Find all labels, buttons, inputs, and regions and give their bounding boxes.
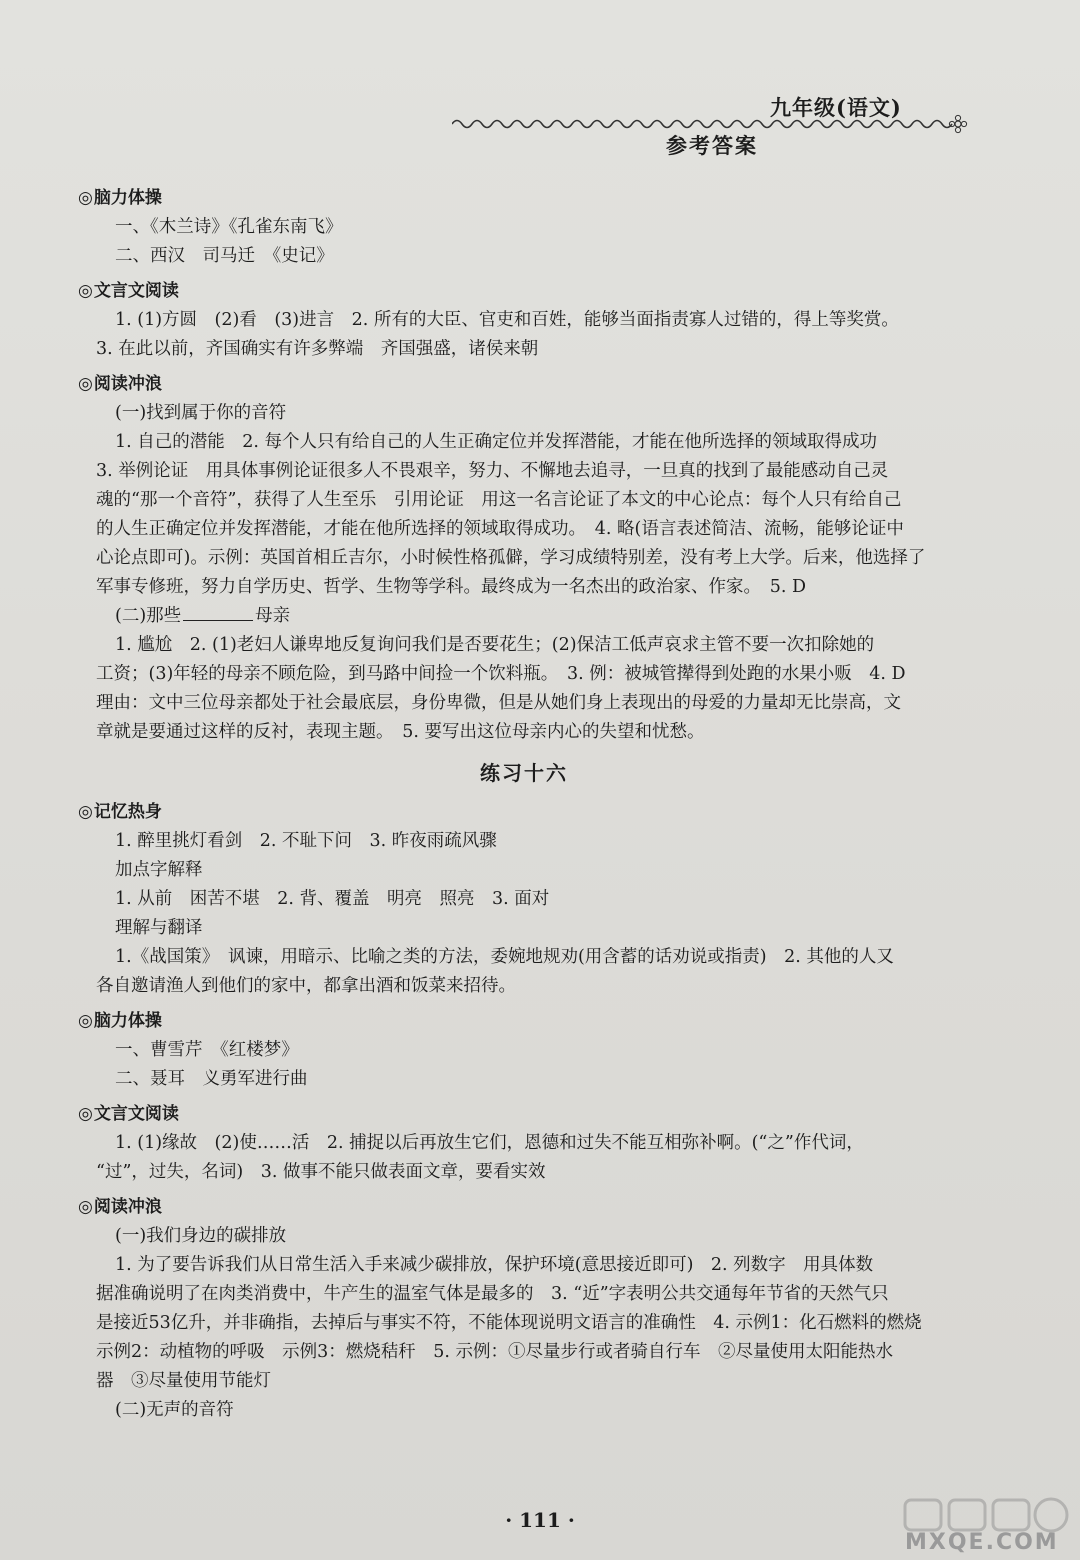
- answer-continuation-line: 理由：文中三位母亲都处于社会最底层，身份卑微，但是从她们身上表现出的母爱的力量却无比崇高，文: [96, 693, 901, 713]
- answer-continuation-line: 示例2：动植物的呼吸 示例3：燃烧秸秆 5. 示例：①尽量步行或者骑自行车 ②尽量使用太阳能热水: [96, 1342, 894, 1362]
- answer-line: 1.《战国策》 讽谏，用暗示、比喻之类的方法，委婉地规劝(用含蓄的话劝说或指责) 2. 其他的人又: [115, 947, 894, 967]
- section-heading: ◎ 脑力体操: [78, 184, 970, 213]
- answer-continuation-line: 是接近53亿升，并非确指，去掉后与事实不符，不能体现说明文语言的准确性 4. 示例1：化石燃料的燃烧: [96, 1313, 922, 1333]
- subsection-heading-prefix: (二)那些: [115, 606, 182, 626]
- subsection-heading: [78, 602, 970, 631]
- answer-content: [78, 178, 970, 1425]
- page-number: · 111 ·: [505, 1508, 575, 1532]
- subsection-heading-suffix: 母亲: [255, 606, 291, 626]
- answer-line: 1. 尴尬 2. (1)老妇人谦卑地反复询问我们是否要花生；(2)保洁工低声哀求主管不要一次扣除她的: [115, 635, 875, 655]
- answer-line: (一)找到属于你的音符: [115, 403, 287, 423]
- section-heading: ◎ 阅读冲浪: [78, 1193, 970, 1222]
- answer-continuation-line: 器 ③尽量使用节能灯: [96, 1371, 271, 1391]
- answer-line: (一)我们身边的碳排放: [115, 1226, 287, 1246]
- answer-line: 加点字解释: [115, 860, 203, 880]
- answer-line: 二、西汉 司马迁 《史记》: [115, 246, 334, 266]
- answer-continuation-line: 心论点即可)。示例：英国首相丘吉尔，小时候性格孤僻，学习成绩特别差，没有考上大学。后来，他选择了: [96, 548, 926, 568]
- answer-line: 1. 从前 困苦不堪 2. 背、覆盖 明亮 照亮 3. 面对: [115, 889, 550, 909]
- answer-continuation-line: 据准确说明了在肉类消费中，牛产生的温室气体是最多的 3. “近”字表明公共交通每年节省的天然气只: [96, 1284, 889, 1304]
- answer-continuation-line: 的人生正确定位并发挥潜能，才能在他所选择的领域取得成功。 4. 略(语言表述简洁、流畅，能够论证中: [96, 519, 904, 539]
- answer-line: 1. 为了要告诉我们从日常生活入手来减少碳排放，保护环境(意思接近即可) 2. 列数字 用具体数: [115, 1255, 874, 1275]
- answer-continuation-line: 军事专修班，努力自学历史、哲学、生物等学科。最终成为一名杰出的政治家、作家。 5. D: [96, 577, 807, 597]
- section-heading: ◎ 文言文阅读: [78, 1100, 970, 1129]
- answer-line: 二、聂耳 义勇军进行曲: [115, 1069, 308, 1089]
- answer-line: 1. (1)方圆 (2)看 (3)进言 2. 所有的大臣、官吏和百姓，能够当面指责寡人过错的，得上等奖赏。: [115, 310, 899, 330]
- answer-line: 1. (1)缘故 (2)使……活 2. 捕捉以后再放生它们，恩德和过失不能互相弥补啊。(“之”作代词，: [115, 1133, 864, 1153]
- fill-blank-line: [183, 603, 253, 622]
- section-heading: ◎ 文言文阅读: [78, 277, 970, 306]
- answer-line: 一、曹雪芹 《红楼梦》: [115, 1040, 299, 1060]
- answer-line: 一、《木兰诗》《孔雀东南飞》: [115, 217, 343, 237]
- answer-continuation-line: 工资；(3)年轻的母亲不顾危险，到马路中间捡一个饮料瓶。 3. 例：被城管撵得到处跑的水果小贩 4. D: [96, 664, 906, 684]
- answer-line: 1. 自己的潜能 2. 每个人只有给自己的人生正确定位并发挥潜能，才能在他所选择的领域取得成功: [115, 432, 878, 452]
- header-grade: 九年级(语文): [770, 95, 902, 120]
- answer-continuation-line: 3. 在此以前，齐国确实有许多弊端 齐国强盛，诸侯来朝: [96, 339, 539, 359]
- section-heading: ◎ 阅读冲浪: [78, 370, 970, 399]
- section-heading: ◎ 记忆热身: [78, 798, 970, 827]
- exercise-title: 练习十六: [480, 761, 568, 785]
- answer-line: 理解与翻译: [115, 918, 203, 938]
- section-heading: ◎ 脑力体操: [78, 1007, 970, 1036]
- answer-line: (二)无声的音符: [115, 1400, 234, 1420]
- watermark-text: MXQE.COM: [905, 1530, 1059, 1555]
- answer-continuation-line: 章就是要通过这样的反衬，表现主题。 5. 要写出这位母亲内心的失望和忧愁。: [96, 722, 705, 742]
- answer-continuation-line: “过”，过失，名词) 3. 做事不能只做表面文章，要看实效: [96, 1162, 546, 1182]
- answer-continuation-line: 魂的“那一个音符”，获得了人生至乐 引用论证 用这一名言论证了本文的中心论点：每个人只有给自己: [96, 490, 902, 510]
- answer-line: 1. 醉里挑灯看剑 2. 不耻下问 3. 昨夜雨疏风骤: [115, 831, 497, 851]
- answer-continuation-line: 各自邀请渔人到他们的家中，都拿出酒和饭菜来招待。: [96, 976, 516, 996]
- answer-continuation-line: 3. 举例论证 用具体事例论证很多人不畏艰辛，努力、不懈地去追寻，一旦真的找到了最能感动自己灵: [96, 461, 889, 481]
- answer-key-title: 参考答案: [666, 133, 758, 158]
